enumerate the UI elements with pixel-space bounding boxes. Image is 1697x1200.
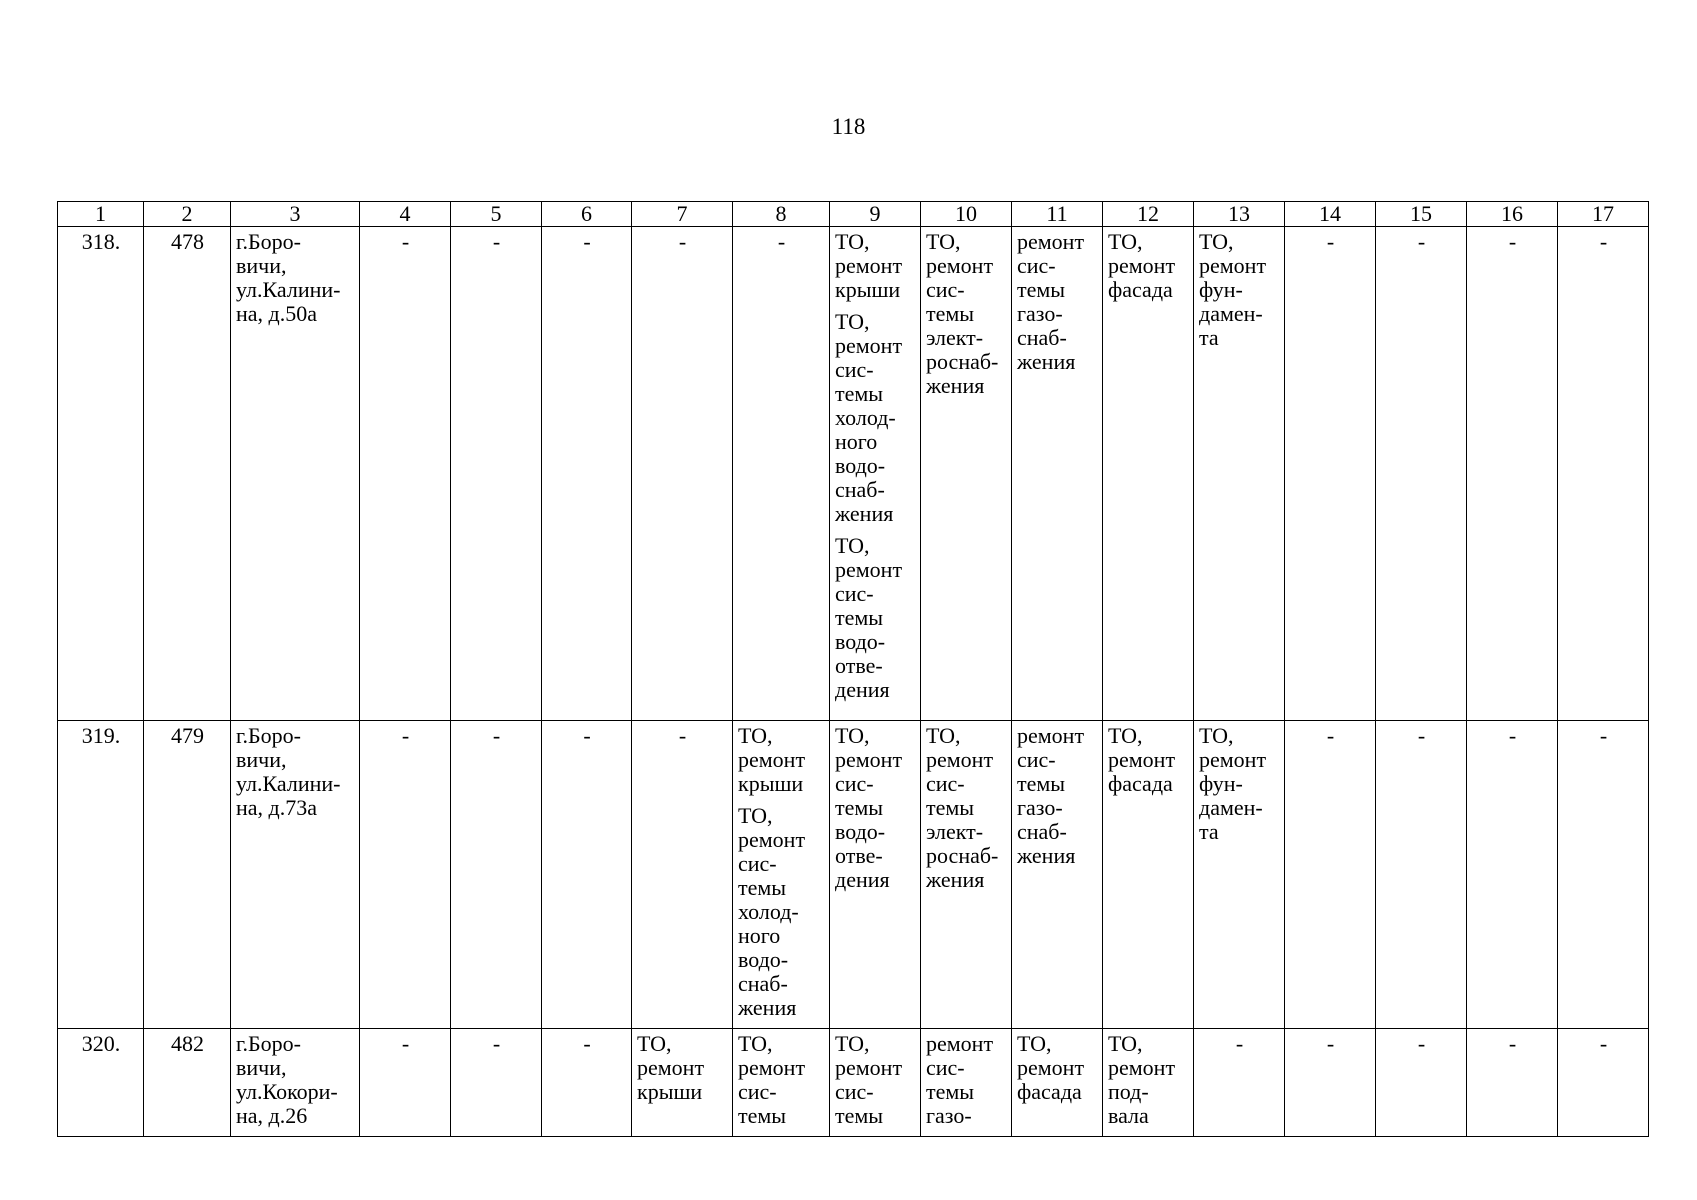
work-line: водо- [835,453,886,478]
column-header: 11 [1012,202,1103,227]
work-line: ТО, [926,229,961,254]
work-cell [1194,227,1285,721]
work-line: ТО, [835,309,870,334]
address-line: вичи, [236,1055,287,1080]
empty-cell: - [632,721,733,1029]
work-line: темы [835,795,884,820]
work-line: жения [738,995,797,1020]
address-line: на, д.50а [236,301,317,326]
work-line: темы [835,605,884,630]
work-line: сис- [926,771,965,796]
work-line: ремонт [835,747,903,772]
work-item [835,534,916,702]
work-line: ТО, [835,1031,870,1056]
work-line: водо- [835,819,886,844]
address-line: ул.Калини- [236,277,341,302]
work-line: ремонт [1199,253,1267,278]
work-line: крыши [637,1079,703,1104]
work-cell [1012,227,1103,721]
column-header: 3 [231,202,360,227]
empty-cell: - [360,1029,451,1137]
work-line: ремонт [1199,747,1267,772]
column-number-row [58,202,1649,227]
work-line: ТО, [738,803,773,828]
work-line: сис- [926,277,965,302]
work-cell [733,721,830,1029]
work-item [926,230,1007,398]
table-row [58,1029,1649,1137]
work-item [637,1032,728,1104]
work-line: ремонт [637,1055,705,1080]
work-cell [1103,1029,1194,1137]
work-line: жения [926,867,985,892]
work-line: крыши [835,277,901,302]
work-line: ТО, [1108,229,1143,254]
work-item [738,804,825,1020]
work-line: ремонт [835,1055,903,1080]
work-line: сис- [835,771,874,796]
work-line: ТО, [738,1031,773,1056]
column-header: 12 [1103,202,1194,227]
empty-cell: - [1376,721,1467,1029]
object-code-cell: 479 [144,721,231,1029]
work-line: темы [738,1103,787,1128]
work-line: ТО, [926,723,961,748]
work-line: дамен- [1199,795,1263,820]
address-line: ул.Кокори- [236,1079,338,1104]
empty-cell: - [1558,227,1649,721]
work-item [1199,724,1280,844]
work-line: вала [1108,1103,1149,1128]
work-line: темы [835,381,884,406]
work-item [1017,230,1098,374]
empty-cell: - [733,227,830,721]
work-item [835,724,916,892]
work-item [1108,230,1189,302]
work-line: ТО, [835,229,870,254]
work-item [1017,724,1098,868]
empty-cell: - [542,1029,632,1137]
work-line: снаб- [835,477,885,502]
work-line: ремонт [1108,253,1176,278]
work-line: газо- [1017,301,1063,326]
work-item [738,724,825,796]
column-header: 9 [830,202,921,227]
work-line: фасада [1108,277,1173,302]
empty-cell: - [1376,1029,1467,1137]
table-body [58,227,1649,1137]
address-line: г.Боро- [236,229,302,254]
work-line: сис- [926,1055,965,1080]
work-line: сис- [835,1079,874,1104]
work-line: фун- [1199,771,1243,796]
work-cell [1012,721,1103,1029]
work-line: ремонт [1017,1055,1085,1080]
work-line: ремонт [1108,747,1176,772]
empty-cell: - [1285,721,1376,1029]
work-line: дения [835,867,890,892]
empty-cell: - [451,227,542,721]
work-cell [921,721,1012,1029]
work-item [835,1032,916,1128]
work-line: отве- [835,843,883,868]
work-cell [921,1029,1012,1137]
work-line: фун- [1199,277,1243,302]
work-line: фасада [1108,771,1173,796]
work-line: ремонт [738,827,806,852]
work-line: водо- [738,947,789,972]
empty-cell: - [1376,227,1467,721]
work-line: ремонт [738,747,806,772]
empty-cell: - [1467,1029,1558,1137]
work-line: жения [1017,349,1076,374]
work-line: ремонт [926,253,994,278]
work-line: газо- [926,1103,972,1128]
work-cell [1194,721,1285,1029]
work-line: та [1199,819,1219,844]
work-line: элект- [926,819,984,844]
empty-cell: - [360,227,451,721]
address-cell [231,1029,360,1137]
address-line: вичи, [236,747,287,772]
work-line: холод- [738,899,799,924]
work-item [926,1032,1007,1128]
work-line: ремонт [1017,723,1085,748]
empty-cell: - [1558,721,1649,1029]
work-line: ТО, [1199,229,1234,254]
work-item [1108,724,1189,796]
work-line: сис- [1017,747,1056,772]
table-row [58,227,1649,721]
empty-cell: - [451,721,542,1029]
column-header: 14 [1285,202,1376,227]
column-header: 10 [921,202,1012,227]
work-line: темы [926,795,975,820]
work-line: роснаб- [926,349,999,374]
work-cell [921,227,1012,721]
column-header: 8 [733,202,830,227]
table-row [58,721,1649,1029]
empty-cell: - [451,1029,542,1137]
address-line: ул.Калини- [236,771,341,796]
work-cell [830,1029,921,1137]
row-number-cell: 319. [58,721,144,1029]
work-line: ТО, [738,723,773,748]
work-line: темы [1017,277,1066,302]
work-item [835,230,916,302]
address-line: г.Боро- [236,1031,302,1056]
work-line: крыши [738,771,804,796]
work-line: темы [926,301,975,326]
empty-cell: - [1285,227,1376,721]
work-line: темы [926,1079,975,1104]
work-cell [1012,1029,1103,1137]
work-line: ремонт [1017,229,1085,254]
address-line: на, д.73а [236,795,317,820]
work-line: темы [1017,771,1066,796]
work-line: сис- [835,581,874,606]
column-header: 13 [1194,202,1285,227]
work-line: та [1199,325,1219,350]
work-line: ного [835,429,878,454]
empty-cell: - [1558,1029,1649,1137]
work-line: ТО, [1199,723,1234,748]
column-header: 6 [542,202,632,227]
column-header: 7 [632,202,733,227]
work-line: дамен- [1199,301,1263,326]
work-line: ремонт [835,333,903,358]
work-cell [1103,227,1194,721]
empty-cell: - [632,227,733,721]
work-item [835,310,916,526]
address-line: на, д.26 [236,1103,308,1128]
work-line: жения [926,373,985,398]
work-line: ТО, [637,1031,672,1056]
work-line: ТО, [1108,1031,1143,1056]
work-line: снаб- [1017,325,1067,350]
work-line: водо- [835,629,886,654]
work-line: ремонт [926,747,994,772]
work-line: отве- [835,653,883,678]
column-header: 1 [58,202,144,227]
work-line: ТО, [1017,1031,1052,1056]
column-header: 2 [144,202,231,227]
work-line: сис- [835,357,874,382]
work-line: ного [738,923,781,948]
work-cell [1103,721,1194,1029]
work-line: темы [835,1103,884,1128]
work-line: снаб- [1017,819,1067,844]
work-line: жения [835,501,894,526]
row-number-cell: 320. [58,1029,144,1137]
work-cell [632,1029,733,1137]
work-line: сис- [738,851,777,876]
address-cell [231,227,360,721]
work-item [738,1032,825,1128]
work-line: дения [835,677,890,702]
work-cell [733,1029,830,1137]
work-cell [830,227,921,721]
work-line: фасада [1017,1079,1082,1104]
work-item [926,724,1007,892]
row-number-cell: 318. [58,227,144,721]
object-code-cell: 482 [144,1029,231,1137]
work-line: ремонт [1108,1055,1176,1080]
work-item [1108,1032,1189,1128]
column-header: 17 [1558,202,1649,227]
work-line: ТО, [835,723,870,748]
work-line: темы [738,875,787,900]
address-line: вичи, [236,253,287,278]
work-line: ТО, [1108,723,1143,748]
work-item [1017,1032,1098,1104]
work-line: ремонт [835,253,903,278]
work-line: ремонт [926,1031,994,1056]
column-header: 15 [1376,202,1467,227]
empty-cell: - [1285,1029,1376,1137]
work-line: элект- [926,325,984,350]
object-code-cell: 478 [144,227,231,721]
empty-cell: - [1194,1029,1285,1137]
column-header: 16 [1467,202,1558,227]
empty-cell: - [542,227,632,721]
empty-cell: - [360,721,451,1029]
work-cell [830,721,921,1029]
address-line: г.Боро- [236,723,302,748]
work-line: под- [1108,1079,1149,1104]
work-line: роснаб- [926,843,999,868]
empty-cell: - [1467,227,1558,721]
empty-cell: - [542,721,632,1029]
address-cell [231,721,360,1029]
repair-schedule-table [57,201,1649,1137]
work-line: ремонт [835,557,903,582]
work-line: сис- [1017,253,1056,278]
empty-cell: - [1467,721,1558,1029]
work-line: сис- [738,1079,777,1104]
column-header: 4 [360,202,451,227]
work-line: газо- [1017,795,1063,820]
work-line: ТО, [835,533,870,558]
work-line: жения [1017,843,1076,868]
work-item [1199,230,1280,350]
page-number: 118 [831,114,866,139]
column-header: 5 [451,202,542,227]
work-line: ремонт [738,1055,806,1080]
work-line: снаб- [738,971,788,996]
work-line: холод- [835,405,896,430]
